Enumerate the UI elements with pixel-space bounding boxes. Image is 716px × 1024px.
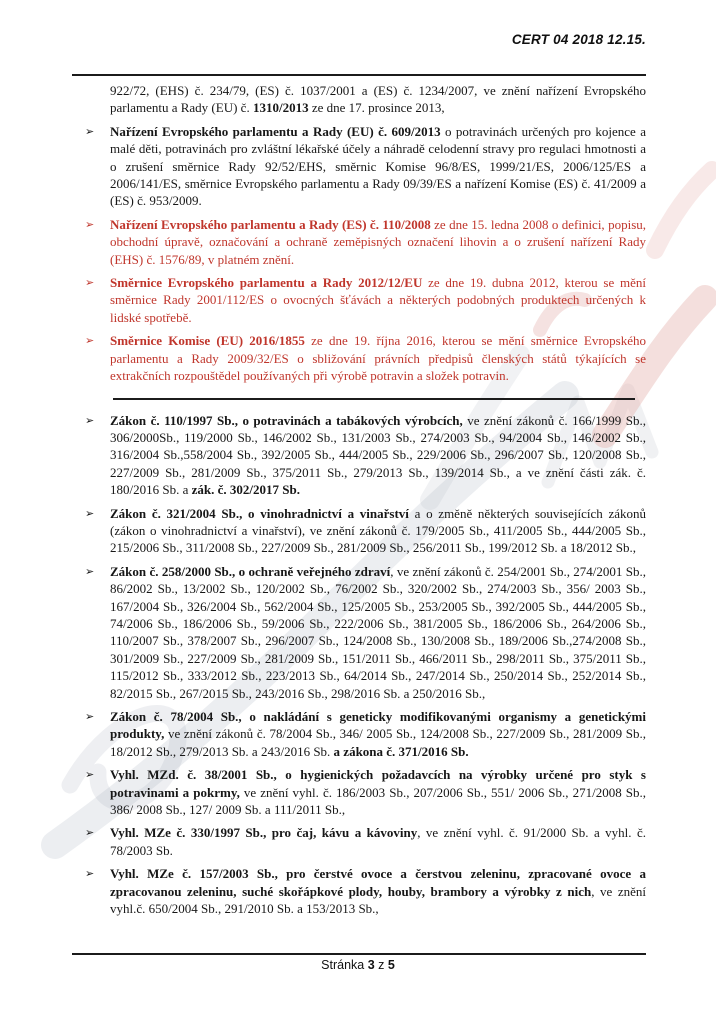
list-bullet-icon: ➢ [85, 124, 95, 138]
watermark-stroke [655, 170, 712, 250]
text-segment: ze dne 19. dubna 2012, kterou se mění směrnice Rady 2001/112/ES o ovocných šťávách a některých podobných produktech určených k lidské spotřebě. [110, 275, 646, 325]
text-segment: Zákon č. 78/2004 Sb., o nakládání s geneticky modifikovanými organismy a genetickými produkty, [110, 709, 646, 742]
list-bullet-icon: ➢ [85, 413, 95, 427]
list-item [110, 82, 646, 117]
text-segment: , ve znění zákonů č. 254/2001 Sb., 274/2001 Sb., 86/2002 Sb., 13/2002 Sb., 120/2002 Sb., 76/2002 Sb., 320/2002 Sb., 274/2003 Sb., 356/ 2003 Sb., 167/2004 Sb., 326/2004 Sb., 562/2004 Sb., 125/2005 Sb., 253/2005 Sb., 392/2005 Sb., 444/2005 Sb., 74/2006 Sb., 186/2006 Sb., 59/2006 Sb., 222/2006 Sb., 381/2005 Sb., 186/2006 Sb., 264/2006 Sb., 110/2007 Sb., 378/2007 Sb., 296/2007 Sb., 124/2008 Sb., 130/2008 Sb., 189/2006 Sb.,274/2008 Sb., 301/2009 Sb., 227/2009 Sb., 281/2009 Sb., 151/2011 Sb., 466/2011 Sb., 298/2011 Sb., 375/2011 Sb., 115/2012 Sb., 333/2012 Sb., 223/2013 Sb., 64/2014 Sb., 247/2014 Sb., 250/2014 Sb., 252/2014 Sb., 82/2015 Sb., 267/2015 Sb., 243/2016 Sb., 298/2016 Sb. a 250/2016 Sb., [110, 563, 646, 701]
list-item [85, 332, 647, 384]
text-segment: Zákon č. 110/1997 Sb., o potravinách a tabákových výrobcích, [110, 412, 463, 428]
list-bullet-icon: ➢ [85, 564, 95, 578]
text-segment: Nařízení Evropského parlamentu a Rady (ES) č. 110/2008 [110, 216, 431, 232]
document-body [85, 82, 647, 923]
text-segment: Stránka [321, 958, 368, 972]
section-divider-rule [113, 398, 635, 400]
text-segment: Zákon č. 258/2000 Sb., o ochraně veřejného zdraví [110, 563, 391, 579]
list-bullet-icon: ➢ [85, 768, 95, 782]
footer-rule [72, 953, 646, 955]
text-segment: Zákon č. 321/2004 Sb., o vinohradnictví a vinařství [110, 505, 409, 521]
text-segment: 3 [367, 958, 375, 972]
regulation-list-cz [85, 412, 646, 918]
list-item-text [110, 506, 646, 556]
list-item-text [110, 866, 646, 916]
list-item [85, 563, 646, 702]
text-segment: ze dne 17. prosince 2013, [308, 100, 445, 116]
list-item-text [110, 275, 646, 325]
list-bullet-icon: ➢ [85, 276, 95, 290]
text-segment: a o změně některých souvisejících zákonů (zákon o vinohradnictví a vinařství), ve znění zákonů č. 179/2005 Sb., 411/2005 Sb., 444/2005 Sb., 215/2006 Sb., 311/2008 Sb., 227/2009 Sb., 281/2009 Sb., 256/2011 Sb., 199/2012 Sb. a 18/2012 Sb., [110, 505, 646, 556]
list-item [85, 123, 646, 210]
list-item-text [110, 124, 646, 209]
list-item [85, 708, 646, 760]
list-bullet-icon: ➢ [85, 867, 95, 881]
text-segment: ve znění zákonů č. 166/1999 Sb., 306/2000Sb., 119/2000 Sb., 146/2002 Sb., 131/2003 Sb., 274/2003 Sb., 94/2004 Sb., 146/2002 Sb., 316/2004 Sb.,558/2004 Sb., 392/2005 Sb., 444/2005 Sb., 229/2006 Sb., 296/2007 Sb., 120/2008 Sb., 227/2009 Sb., 281/2009 Sb., 375/2011 Sb., 279/2013 Sb., 139/2014 Sb., a ve znění části zák. č. 180/2016 Sb. a [110, 412, 646, 498]
list-item-text [110, 413, 646, 498]
text-segment: ze dne 15. ledna 2008 o definici, popisu, obchodní úpravě, označování a ochraně zeměpisných označení lihovin a o zrušení nařízení Rady (EHS) č. 1576/89, v platném znění. [110, 216, 647, 267]
list-item [85, 865, 646, 917]
list-item [85, 766, 646, 818]
list-item [85, 216, 647, 268]
list-bullet-icon: ➢ [85, 826, 95, 840]
text-segment: Směrnice Evropského parlamentu a Rady 2012/12/EU [110, 275, 423, 291]
list-item [85, 824, 646, 859]
document-code: CERT 04 2018 12.15. [511, 32, 646, 47]
text-segment: Nařízení Evropského parlamentu a Rady (EU) č. 609/2013 [110, 123, 441, 139]
header-rule [72, 74, 646, 76]
list-item-text [110, 83, 646, 115]
list-item-text [110, 333, 646, 383]
list-item [85, 505, 646, 557]
text-segment: Vyhl. MZe č. 157/2003 Sb., pro čerstvé ovoce a čerstvou zeleninu, zpracované ovoce a zpracovanou zeleninu, suché skořápkové plody, houby, brambory a výrobky z nich [110, 866, 646, 899]
text-segment: Směrnice Komise (EU) 2016/1855 [110, 333, 305, 349]
list-item [85, 412, 646, 499]
page-number [0, 958, 716, 972]
text-segment: a zákona č. 371/2016 Sb. [333, 743, 469, 759]
text-segment: Vyhl. MZe č. 330/1997 Sb., pro čaj, kávu a kávoviny [110, 825, 418, 841]
regulation-list-eu [85, 82, 647, 385]
text-segment: o potravinách určených pro kojence a malé děti, potravinách pro zvláštní lékařské účely a náhradě celodenní stravy pro regulaci hmotnosti a o zrušení směrnice Rady 92/52/EHS, směrnic Komise 96/8/ES, 1999/21/ES, 2006/125/ES a 2006/141/ES, směrnice Evropského parlamentu a Rady 09/39/ES a nařízení Komise (ES) č. 41/2009 a (ES) č. 953/2009. [110, 123, 646, 209]
text-segment: Vyhl. MZd. č. 38/2001 Sb., o hygienických požadavcích na výrobky určené pro styk s potravinami a pokrmy, [110, 767, 646, 800]
list-bullet-icon: ➢ [85, 217, 95, 231]
list-bullet-icon: ➢ [85, 710, 95, 723]
list-item [85, 274, 646, 326]
text-segment: 5 [387, 958, 395, 972]
text-segment: z [374, 958, 388, 972]
text-segment: ve znění zákonů č. 78/2004 Sb., 346/ 2005 Sb., 124/2008 Sb., 227/2009 Sb., 281/2009 Sb., 18/2012 Sb., 279/2013 Sb. a 243/2016 Sb. [110, 726, 646, 759]
text-segment: 922/72, (EHS) č. 234/79, (ES) č. 1037/2001 a (ES) č. 1234/2007, ve znění nařízení Evropského parlamentu a Rady (EU) č. [110, 83, 646, 116]
text-segment: , ve znění vyhl.č. 650/2004 Sb., 291/2010 Sb. a 153/2013 Sb., [110, 883, 646, 917]
list-bullet-icon: ➢ [85, 334, 95, 348]
list-item-text [110, 709, 646, 759]
text-segment: ze dne 19. října 2016, kterou se mění směrnice Evropského parlamentu a Rady 2009/32/ES o sbližování právních předpisů členských států týkajících se extrakčních rozpouštědel používaných při výrobě potravin a složek potravin. [110, 333, 647, 384]
text-segment: 1310/2013 [252, 100, 309, 116]
text-segment: ve znění vyhl. č. 186/2003 Sb., 207/2006 Sb., 551/ 2006 Sb., 271/2008 Sb., 386/ 2008 Sb., 127/ 2009 Sb. a 111/2011 Sb., [110, 784, 646, 818]
list-item-text [110, 217, 646, 267]
list-item-text [110, 564, 646, 701]
text-segment: zák. č. 302/2017 Sb. [191, 482, 300, 498]
list-item-text [110, 767, 646, 817]
text-segment: , ve znění vyhl. č. 91/2000 Sb. a vyhl. č. 78/2003 Sb. [110, 825, 646, 858]
list-bullet-icon: ➢ [85, 506, 95, 520]
list-item-text [110, 825, 646, 857]
